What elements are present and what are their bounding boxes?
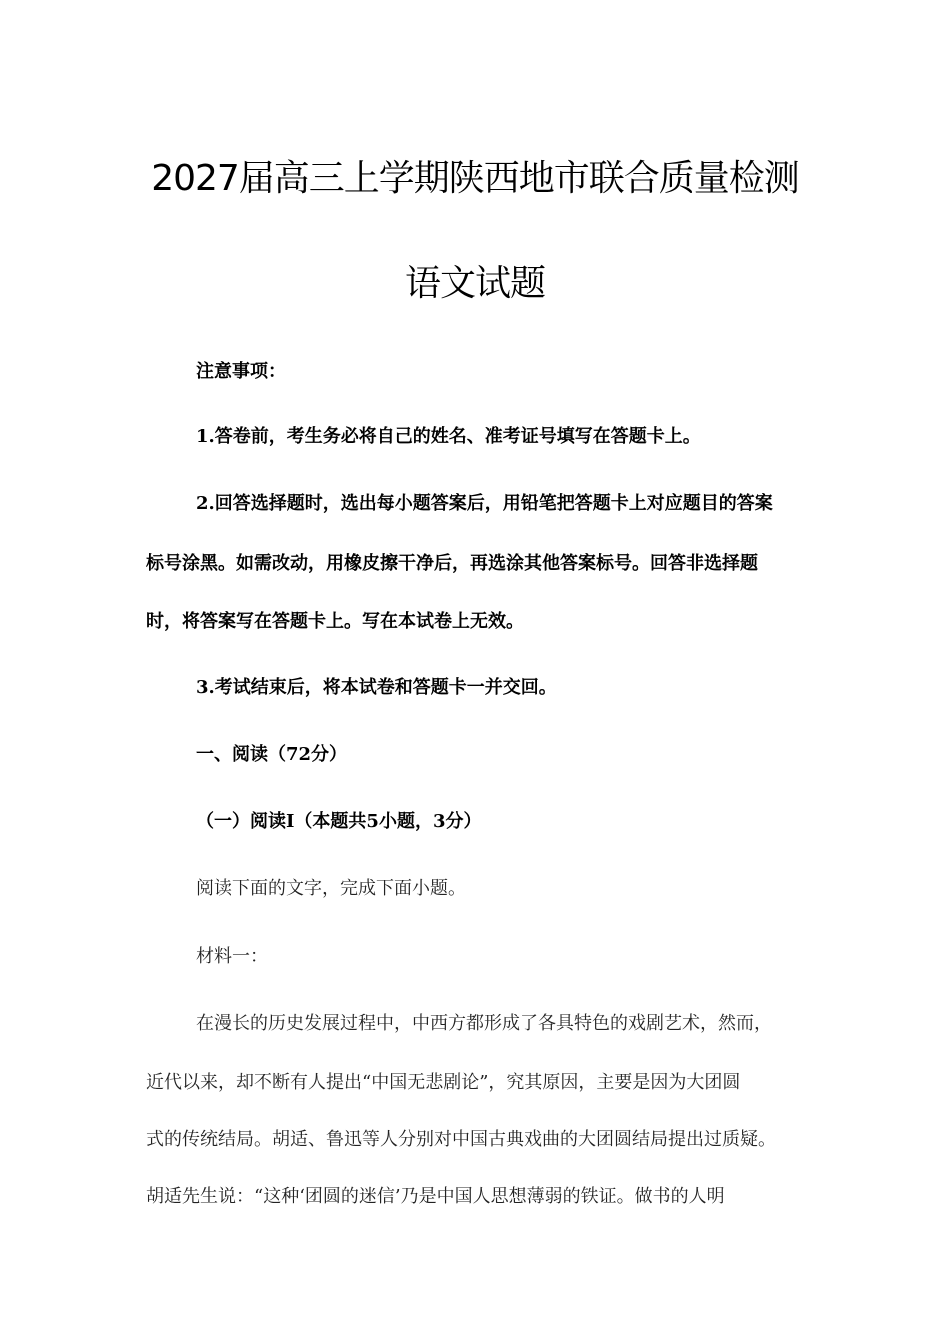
document-title: 2027届高三上学期陕西地市联合质量检测 xyxy=(151,158,799,199)
paragraph-line-3: 式的传统结局。胡适、鲁迅等人分别对中国古典戏曲的大团圆结局提出过质疑。 xyxy=(146,1129,776,1150)
section-subheading: （一）阅读I（本题共5小题，3分） xyxy=(196,811,482,832)
notice-item-2-line-3: 时，将答案写在答题卡上。写在本试卷上无效。 xyxy=(146,611,524,632)
notice-item-1: 1.答卷前，考生务必将自己的姓名、准考证号填写在答题卡上。 xyxy=(196,426,701,447)
paragraph-line-4: 胡适先生说：“这种‘团圆的迷信’乃是中国人思想薄弱的铁证。做书的人明 xyxy=(146,1186,725,1207)
paragraph-line-2: 近代以来，却不断有人提出“中国无悲剧论”，究其原因，主要是因为大团圆 xyxy=(146,1072,741,1093)
document-subtitle: 语文试题 xyxy=(404,263,545,304)
reading-instruction: 阅读下面的文字，完成下面小题。 xyxy=(196,878,466,899)
notice-item-2-line-1: 2.回答选择题时，选出每小题答案后，用铅笔把答题卡上对应题目的答案 xyxy=(196,493,773,514)
notice-heading: 注意事项： xyxy=(196,361,286,382)
material-label: 材料一： xyxy=(196,946,268,967)
notice-item-3: 3.考试结束后，将本试卷和答题卡一并交回。 xyxy=(196,677,557,698)
notice-item-2-line-2: 标号涂黑。如需改动，用橡皮擦干净后，再选涂其他答案标号。回答非选择题 xyxy=(146,553,758,574)
section-heading: 一、阅读（72分） xyxy=(196,744,348,765)
paragraph-line-1: 在漫长的历史发展过程中，中西方都形成了各具特色的戏剧艺术，然而， xyxy=(196,1013,772,1034)
